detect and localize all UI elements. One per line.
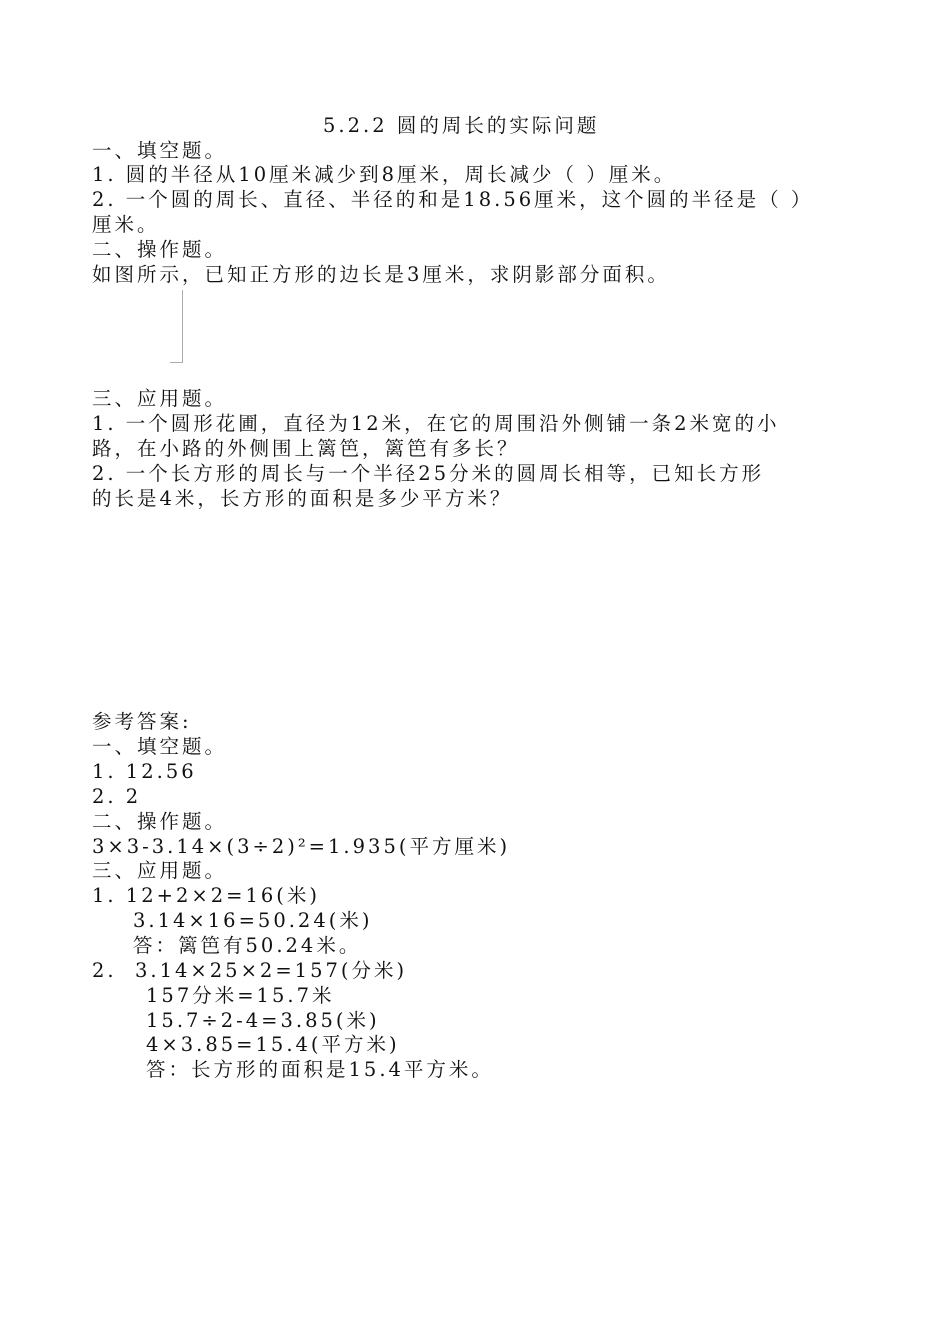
answer-1-1: 1. 12.56: [92, 760, 197, 783]
answer-3-2-line2: 157分米=15.7米: [146, 984, 335, 1007]
question-3-1-line1: 1. 一个圆形花圃，直径为12米，在它的周围沿外侧铺一条2米宽的小: [92, 412, 780, 435]
answer-3-2-line4: 4×3.85=15.4(平方米): [146, 1033, 400, 1056]
answers-section-operation: 二、操作题。: [92, 810, 228, 833]
answer-3-2-line3: 15.7÷2-4=3.85(米): [146, 1009, 380, 1032]
question-3-2-line2: 的长是4米，长方形的面积是多少平方米？: [92, 487, 513, 510]
square-figure: [170, 290, 183, 363]
question-3-2-line1: 2. 一个长方形的周长与一个半径25分米的圆周长相等，已知长方形: [92, 462, 765, 485]
answer-3-2-line5: 答：长方形的面积是15.4平方米。: [146, 1058, 494, 1081]
answers-section-application: 三、应用题。: [92, 859, 228, 882]
answer-1-2: 2. 2: [92, 785, 142, 808]
answer-3-1-line1: 1. 12+2×2=16(米): [92, 884, 320, 907]
answer-2: 3×3-3.14×(3÷2)²=1.935(平方厘米): [92, 835, 511, 858]
answer-3-1-line2: 3.14×16=50.24(米): [133, 909, 373, 932]
question-2: 如图所示，已知正方形的边长是3厘米，求阴影部分面积。: [92, 263, 670, 286]
section-heading-operation: 二、操作题。: [92, 238, 228, 261]
question-1-2-line2: 厘米。: [92, 213, 160, 236]
question-1-2-line1: 2. 一个圆的周长、直径、半径的和是18.56厘米，这个圆的半径是（ ）: [92, 188, 814, 211]
page-title: 5.2.2 圆的周长的实际问题: [323, 114, 600, 137]
answer-3-1-line3: 答：篱笆有50.24米。: [133, 934, 362, 957]
question-1-1: 1. 圆的半径从10厘米减少到8厘米，周长减少（ ）厘米。: [92, 163, 677, 186]
question-3-1-line2: 路，在小路的外侧围上篱笆，篱笆有多长？: [92, 437, 520, 460]
answers-heading: 参考答案:: [92, 710, 192, 733]
answer-3-2-line1: 2. 3.14×25×2=157(分米): [92, 959, 408, 982]
answers-section-fill-blank: 一、填空题。: [92, 735, 228, 758]
section-heading-fill-blank: 一、填空题。: [92, 139, 228, 162]
section-heading-application: 三、应用题。: [92, 387, 228, 410]
